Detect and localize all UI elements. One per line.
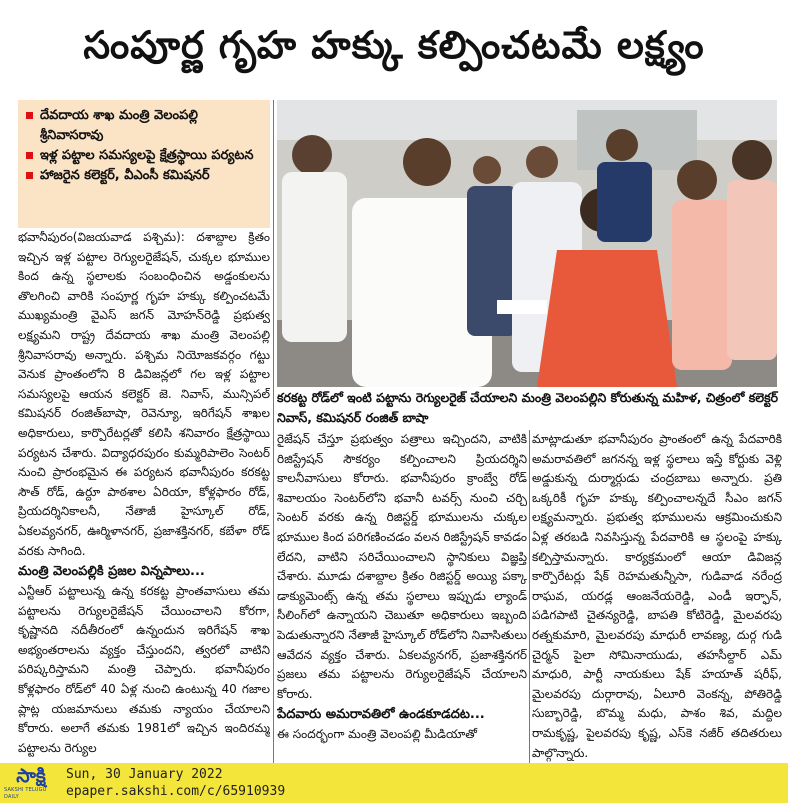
column-divider (529, 430, 530, 763)
highlights-box (18, 100, 270, 228)
column-divider (273, 100, 274, 763)
article-paragraph: ఎన్టీఆర్ పట్టాలున్న ఉన్న కరకట్ట ప్రాంతవాసులు తమ పట్టాలను రెగ్యులరైజేషన్ చేయించాలని కోరగా, కృష్ణానది నదీతీరంలో ఉన్నందున ఇరిగేషన్ శాఖ అభ్యంతరాలను వ్యక్తం చేస్తుందని, త్వరలో వాటిని పరిష్కరిస్తామని మంత్రి చెప్పారు. భవానీపురం కోళ్లఫారం రోడ్‌లో 40 ఏళ్ల నుంచి ఉంటున్న 40 గజాల ప్లాట్ల యజమానులు తమకు న్యాయం చేయాలని కోరారు. అలాగే తమకు 1981లో ఇచ్చిన ఇందిరమ్మ పట్టాలను రెగ్యుల (18, 584, 270, 755)
article-column-1 (18, 228, 270, 763)
logo-text: సాక్షి (16, 765, 46, 787)
highlight-item: హాజరైన కలెక్టర్, వీఎంసీ కమిషనర్ (26, 166, 262, 186)
article-column-3 (532, 430, 782, 763)
article-paragraph: ఈ సందర్భంగా మంత్రి వెలంపల్లి మీడియాతో (277, 727, 477, 742)
photo-caption: కరకట్ట రోడ్‌లో ఇంటి పట్టాను రెగ్యులరైజ్ చేయాలని మంత్రి వెలంపల్లిని కోరుతున్న మహిళ, చిత్రంలో కలెక్టర్ నివాస్, కమిషనర్ రంజిత్ బాషా (277, 390, 779, 425)
news-photo (277, 100, 777, 387)
highlight-item: దేవదాయ శాఖ మంత్రి వెలంపల్లి శ్రీనివాసరావు (26, 106, 262, 146)
epaper-link[interactable]: epaper.sakshi.com/c/65910939 (66, 784, 286, 799)
edition-date: Sun, 30 January 2022 (66, 767, 223, 782)
article-column-2 (277, 430, 527, 763)
article-paragraph: మాట్లాడుతూ భవానీపురం ప్రాంతంలో ఉన్న పేదవారికి అమరావతిలో జగనన్న ఇళ్ల స్థలాలు ఇస్తే కోర్టుకు వెళ్లి అడ్డుకున్న దుర్మార్గుడు చంద్రబాబు అన్నారు. ప్రతి ఒక్కరికీ గృహ హక్కు కల్పించాలన్నదే సీఎం జగన్ లక్ష్యమన్నారు. ప్రభుత్వ భూములను ఆక్రమించుకుని ఏళ్ల తరబడి నివసిస్తున్న పేదవారికి ఆ స్థలంపై హక్కు కల్పిస్తామన్నారు. కార్యక్రమంలో ఆయా డివిజన్ల కార్పొరేటర్లు షేక్ రెహమతున్నీసా, గుడివాడ నరేంద్ర రాఘవ, యరడ్ల ఆంజనేయరెడ్డి, ఎండీ ఇర్ఫాన్, పడిగపాటి చైతన్యరెడ్డి, బాపతి కోటిరెడ్డి, మైలవరపు రత్నకుమారి, మైలవరపు మాధురీ లావణ్య, దుర్గ గుడి చైర్మన్ పైలా సోమినాయుడు, తహసీల్దార్ ఎమ్ మాధురి, పార్టీ నాయకులు షేక్ హయాత్ షరీఫ్, మైలవరపు దుర్గారావు, ఏలూరి వెంకన్న, పోతిరెడ్డి సుబ్బారెడ్డి, బొమ్మ మధు, పాశం శివ, మద్దిల రామకృష్ణ, పైలవరపు కృష్ణ, ఎస్‌కె నజీర్ తదితరులు పాల్గొన్నారు. (532, 432, 782, 760)
article-paragraph: భవానీపురం(విజయవాడ పశ్చిమ): దశాబ్దాల క్రితం ఇచ్చిన ఇళ్ల పట్టాల రెగ్యులరైజేషన్, చుక్కల భూముల కింద ఉన్న స్థలాలకు సంబంధించిన అడ్డంకులను తొలగించి వారికి సంపూర్ణ గృహ హక్కు కల్పించటమే ముఖ్యమంత్రి వైఎస్ జగన్ మోహన్‌రెడ్డి ప్రభుత్వ లక్ష్యమని రాష్ట్ర దేవదాయ శాఖ మంత్రి వెలంపల్లి శ్రీనివాసరావు అన్నారు. పశ్చిమ నియోజకవర్గం గట్టు వెనుక ప్రాంతంలోని 8 డివిజన్లలో గల ఇళ్ల పట్టాల సమస్యలపై ఆయన కలెక్టర్ జె. నివాస్, మున్సిపల్ కమిషనర్ రంజిత్‌బాషా, రెవెన్యూ, ఇరిగేషన్ శాఖల అధికారులు, కార్పొరేటర్లతో కలిసి శనివారం క్షేత్రస్థాయి పర్యటన చేశారు. విద్యాధరపురం కుమ్మరిపాలెం సెంటర్ నుంచి ప్రారంభమైన ఈ పర్యటన భవానీపురం కరకట్ట సౌత్ రోడ్, ఉర్దూ పాఠశాల ఏరియా, కోళ్లఫారం రోడ్, ప్రియదర్శినికాలనీ, నేతాజీ హైస్కూల్ రోడ్, ఏకలవ్యనగర్, ఊర్మిళానగర్, ప్రజాశక్తినగర్, కబేళా రోడ్ వరకు సాగింది. (18, 230, 270, 558)
article-paragraph: రైజేషన్ చేస్తూ ప్రభుత్వం పత్రాలు ఇచ్చిందని, వాటికి రిజిస్ట్రేషన్ సౌకర్యం కల్పించాలని ప్రియదర్శిని కాలనీవాసులు కోరారు. భవానీపురం క్రాంబ్వే రోడ్ శివాలయం సెంటర్‌లోని భవానీ టవర్స్ నుంచి చర్చి సెంటర్ వరకు ఉన్న రిజిస్టర్డ్ భూములను చుక్కల భూముల కింద పరిగణించడం వలన రిజిస్ట్రేషన్ కావడం లేదని, వాటిని సరిచేయించాలని స్థానికులు విజ్ఞప్తి చేశారు. మూడు దశాబ్దాల క్రితం రిజిస్టర్డ్ అయ్యి పక్కా డాక్యుమెంట్స్ ఉన్న తమ స్థలాలు ఇప్పుడు ల్యాండ్ సీలింగ్‌లో ఉన్నాయని చెబుతూ అధికారులు ఇబ్బంది పెడుతున్నారని నేతాజీ హైస్కూల్ రోడ్‌లోని నివాసితులు ఆవేదన వ్యక్తం చేశారు. ఏకలవ్యనగర్, ప్రజాశక్తినగర్ ప్రజలు తమ పట్టాలను రెగ్యులరైజేషన్ చేయాలని కోరారు. (277, 432, 527, 701)
footer-bar (0, 763, 788, 803)
highlight-item: ఇళ్ల పట్టాల సమస్యలపై క్షేత్రస్థాయి పర్యటన (26, 146, 262, 166)
news-photo-illustration (277, 100, 777, 387)
article-subheading: పేదవారు అమరావతిలో ఉండకూడదట... (277, 707, 485, 723)
article-subheading: మంత్రి వెలంపల్లికి ప్రజల విన్నపాలు... (18, 564, 205, 580)
logo-subtitle: SAKSHI TELUGU DAILY (4, 787, 47, 800)
footer-info (66, 766, 285, 800)
sakshi-logo (0, 763, 58, 803)
headline: సంపూర్ణ గృహ హక్కు కల్పించటమే లక్ష్యం (83, 23, 705, 67)
